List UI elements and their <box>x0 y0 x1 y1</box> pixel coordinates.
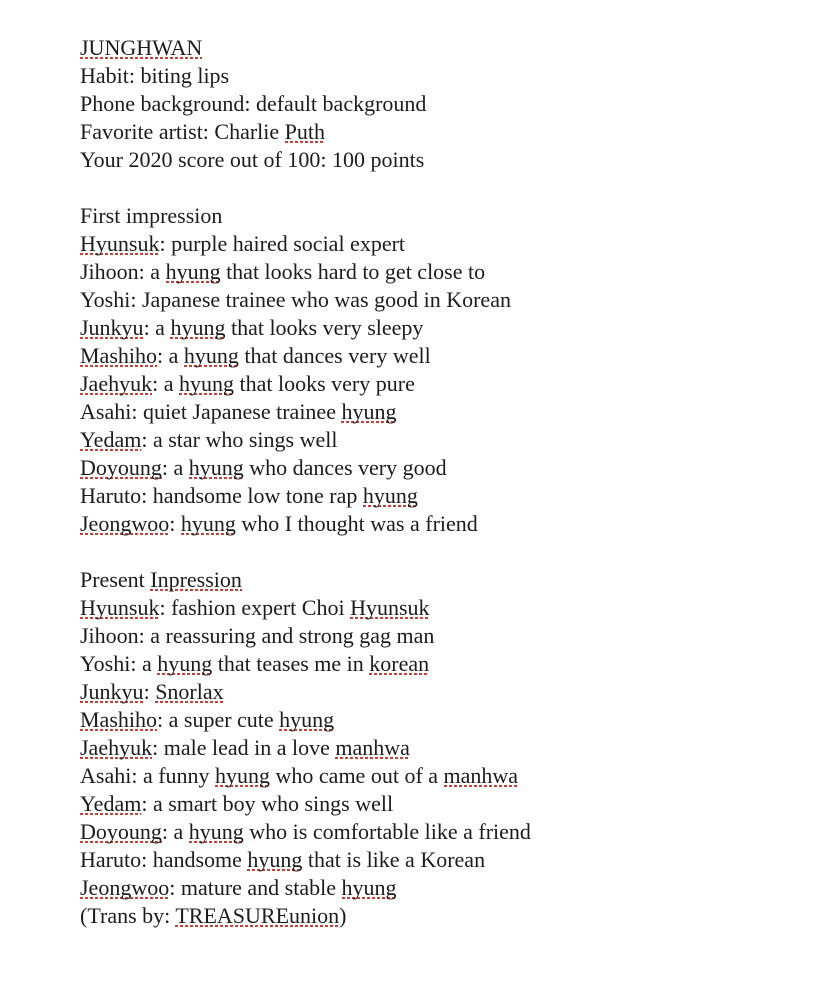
text-segment: Asahi: a funny <box>80 763 216 788</box>
text-line <box>80 790 808 818</box>
text-line <box>80 762 808 790</box>
text-line <box>80 678 808 706</box>
section-present-impression <box>80 566 808 930</box>
misspelled-word: hyung <box>362 483 418 508</box>
misspelled-word: Doyoung <box>80 455 162 480</box>
text-line <box>80 34 808 62</box>
text-segment: (Trans by: <box>80 903 176 928</box>
text-segment: Phone background: default background <box>80 91 427 116</box>
misspelled-word: Puth <box>284 119 326 144</box>
text-segment: who is comfortable like a friend <box>243 819 531 844</box>
text-line <box>80 566 808 594</box>
misspelled-word: hyung <box>341 399 397 424</box>
text-line <box>80 454 808 482</box>
text-segment: ) <box>339 903 347 928</box>
text-segment: : purple haired social expert <box>159 231 406 256</box>
text-segment: Asahi: quiet Japanese trainee <box>80 399 342 424</box>
misspelled-word: hyung <box>188 455 244 480</box>
misspelled-word: Junkyu <box>80 679 144 704</box>
text-segment: First impression <box>80 203 223 228</box>
text-line <box>80 258 808 286</box>
misspelled-word: manhwa <box>443 763 519 788</box>
text-line <box>80 370 808 398</box>
text-segment: Present <box>80 567 151 592</box>
misspelled-word: Jeongwoo <box>80 875 170 900</box>
text-line <box>80 62 808 90</box>
text-segment: : mature and stable <box>169 875 342 900</box>
text-segment: : a <box>152 371 179 396</box>
text-line <box>80 594 808 622</box>
text-segment: who I thought was a friend <box>235 511 478 536</box>
text-segment: Yoshi: a <box>80 651 158 676</box>
misspelled-word: Jeongwoo <box>80 511 170 536</box>
misspelled-word: Jaehyuk <box>80 735 153 760</box>
text-line <box>80 902 808 930</box>
text-line <box>80 510 808 538</box>
misspelled-word: hyung <box>215 763 271 788</box>
text-line <box>80 202 808 230</box>
misspelled-word: Mashiho <box>80 343 157 368</box>
text-line <box>80 706 808 734</box>
text-segment: who came out of a <box>270 763 444 788</box>
text-segment: : <box>169 511 181 536</box>
misspelled-word: hyung <box>178 371 234 396</box>
text-segment: that looks very sleepy <box>225 315 424 340</box>
misspelled-word: Doyoung <box>80 819 162 844</box>
misspelled-word: hyung <box>279 707 335 732</box>
misspelled-word: Junkyu <box>80 315 144 340</box>
text-line <box>80 398 808 426</box>
text-segment: Favorite artist: Charlie <box>80 119 285 144</box>
text-segment: that looks very pure <box>233 371 415 396</box>
misspelled-word: Hyunsuk <box>80 595 160 620</box>
text-segment: : <box>143 679 156 704</box>
text-line <box>80 146 808 174</box>
text-segment: Habit: biting lips <box>80 63 230 88</box>
text-segment: Yoshi: Japanese trainee who was good in Korean <box>80 287 511 312</box>
text-line <box>80 650 808 678</box>
text-segment: : a star who sings well <box>141 427 338 452</box>
misspelled-word: Jaehyuk <box>80 371 153 396</box>
text-line <box>80 734 808 762</box>
text-segment: that looks hard to get close to <box>220 259 486 284</box>
text-segment: : a super cute <box>157 707 280 732</box>
misspelled-word: Mashiho <box>80 707 157 732</box>
misspelled-word: JUNGHWAN <box>80 35 203 60</box>
text-line <box>80 314 808 342</box>
text-segment: : a smart boy who sings well <box>141 791 394 816</box>
misspelled-word: hyung <box>180 511 236 536</box>
misspelled-word: Yedam <box>80 427 142 452</box>
text-segment: Your 2020 score out of 100: 100 points <box>80 147 425 172</box>
misspelled-word: korean <box>369 651 430 676</box>
misspelled-word: Snorlax <box>155 679 224 704</box>
text-line <box>80 90 808 118</box>
text-segment: that is like a Korean <box>302 847 486 872</box>
text-line <box>80 342 808 370</box>
section-first-impression <box>80 202 808 538</box>
text-segment: Jihoon: a <box>80 259 166 284</box>
misspelled-word: hyung <box>157 651 213 676</box>
misspelled-word: Inpression <box>150 567 242 592</box>
text-segment: : a <box>161 455 189 480</box>
text-line <box>80 286 808 314</box>
misspelled-word: hyung <box>183 343 239 368</box>
misspelled-word: hyung <box>247 847 303 872</box>
text-line <box>80 426 808 454</box>
text-line <box>80 622 808 650</box>
section-profile <box>80 34 808 174</box>
text-segment: that teases me in <box>212 651 370 676</box>
misspelled-word: hyung <box>188 819 244 844</box>
misspelled-word: Yedam <box>80 791 142 816</box>
text-segment: : fashion expert Choi <box>159 595 351 620</box>
text-segment: Haruto: handsome low tone rap <box>80 483 363 508</box>
text-line <box>80 482 808 510</box>
misspelled-word: hyung <box>170 315 226 340</box>
text-line <box>80 230 808 258</box>
text-line <box>80 118 808 146</box>
text-segment: Haruto: handsome <box>80 847 248 872</box>
misspelled-word: TREASUREunion <box>175 903 340 928</box>
text-segment: : a <box>157 343 184 368</box>
text-line <box>80 846 808 874</box>
text-segment: who dances very good <box>243 455 447 480</box>
misspelled-word: hyung <box>341 875 397 900</box>
text-segment: Jihoon: a reassuring and strong gag man <box>80 623 435 648</box>
text-line <box>80 874 808 902</box>
text-segment: : a <box>161 819 189 844</box>
text-segment: that dances very well <box>238 343 431 368</box>
text-segment: : a <box>143 315 171 340</box>
text-line <box>80 818 808 846</box>
misspelled-word: hyung <box>165 259 221 284</box>
text-segment: : male lead in a love <box>152 735 336 760</box>
misspelled-word: Hyunsuk <box>350 595 430 620</box>
misspelled-word: manhwa <box>335 735 410 760</box>
misspelled-word: Hyunsuk <box>80 231 160 256</box>
